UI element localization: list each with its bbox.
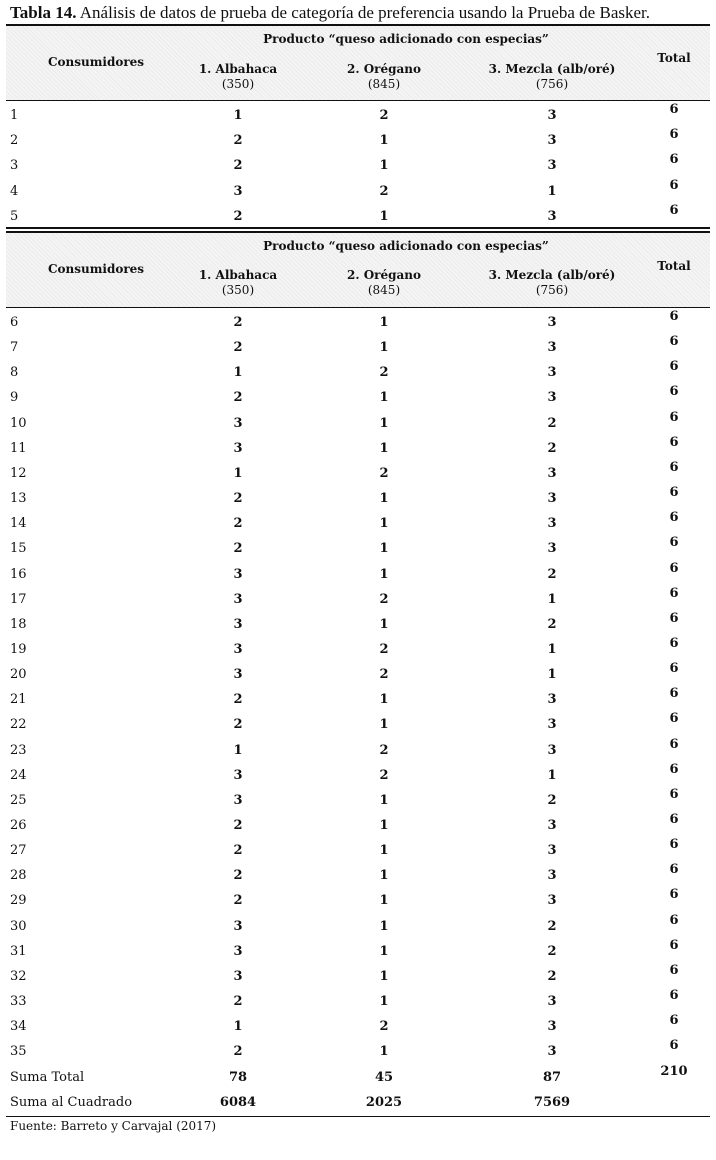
cell-total: 6 xyxy=(669,585,679,601)
cell-mezcla: 3 xyxy=(547,843,557,859)
table-row xyxy=(6,461,710,486)
cell-oregano: 2 xyxy=(379,1019,389,1035)
table-part-1 xyxy=(6,24,710,229)
header-col3-code: (756) xyxy=(535,283,569,297)
cell-mezcla: 3 xyxy=(547,108,557,123)
header-col1 xyxy=(178,268,298,298)
cell-consumidor: 17 xyxy=(10,591,27,607)
cell-mezcla: 3 xyxy=(547,340,557,356)
cell-total: 6 xyxy=(669,686,679,702)
header-producto: Producto “queso adicionado con especias” xyxy=(263,32,549,46)
cell-consumidor: 31 xyxy=(10,943,27,959)
table-row xyxy=(6,204,710,229)
cell-total: 6 xyxy=(669,786,679,802)
summary-label: Suma al Cuadrado xyxy=(10,1094,133,1110)
cell-total: 6 xyxy=(669,1038,679,1054)
cell-consumidor: 33 xyxy=(10,994,27,1010)
header-col2-name: 2. Orégano xyxy=(346,62,421,76)
header-total: Total xyxy=(657,259,691,273)
cell-mezcla: 3 xyxy=(547,465,557,481)
cell-albahaca: 1 xyxy=(233,108,243,123)
cell-consumidor: 34 xyxy=(10,1019,27,1035)
cell-consumidor: 14 xyxy=(10,516,27,532)
header-col3-code: (756) xyxy=(535,77,569,91)
cell-total: 6 xyxy=(669,862,679,878)
table-row xyxy=(6,989,710,1014)
header-col1-name: 1. Albahaca xyxy=(198,268,278,282)
cell-total: 6 xyxy=(669,736,679,752)
cell-oregano: 2 xyxy=(379,667,389,683)
table-source-note: Fuente: Barreto y Carvajal (2017) xyxy=(10,1119,217,1133)
caption-text: Análisis de datos de prueba de categoría de preferencia usando la Prueba de Basker. xyxy=(76,3,650,22)
header-consumidores: Consumidores xyxy=(47,55,145,69)
table-row xyxy=(6,712,710,737)
cell-albahaca: 2 xyxy=(233,994,243,1010)
cell-albahaca: 2 xyxy=(233,1044,243,1060)
table-row xyxy=(6,511,710,536)
cell-consumidor: 18 xyxy=(10,616,27,632)
summary-albahaca: 6084 xyxy=(219,1094,257,1110)
cell-oregano: 2 xyxy=(379,767,389,783)
cell-mezcla: 3 xyxy=(547,742,557,758)
cell-consumidor: 22 xyxy=(10,717,27,733)
cell-consumidor: 6 xyxy=(10,315,19,330)
cell-mezcla: 2 xyxy=(547,616,557,632)
cell-consumidor: 9 xyxy=(10,390,19,406)
header-col2 xyxy=(324,268,444,298)
cell-consumidor: 24 xyxy=(10,767,27,783)
cell-oregano: 1 xyxy=(379,516,389,532)
header-total: Total xyxy=(657,51,691,65)
table-bottom-rule xyxy=(6,1116,710,1117)
table-row xyxy=(6,310,710,335)
cell-albahaca: 1 xyxy=(233,742,243,758)
cell-mezcla: 3 xyxy=(547,994,557,1010)
cell-oregano: 1 xyxy=(379,843,389,859)
cell-total: 6 xyxy=(669,152,679,168)
cell-mezcla: 3 xyxy=(547,1044,557,1060)
cell-mezcla: 1 xyxy=(547,183,557,199)
cell-total: 6 xyxy=(669,127,679,143)
cell-total: 6 xyxy=(669,202,679,218)
table-row xyxy=(6,1039,710,1064)
cell-mezcla: 2 xyxy=(547,968,557,984)
header-col3 xyxy=(472,268,632,298)
cell-mezcla: 3 xyxy=(547,818,557,833)
cell-total: 6 xyxy=(669,177,679,193)
cell-mezcla: 2 xyxy=(547,918,557,934)
table-row xyxy=(6,637,710,662)
cell-oregano: 1 xyxy=(379,390,389,406)
cell-albahaca: 2 xyxy=(233,315,243,330)
cell-consumidor: 12 xyxy=(10,465,27,481)
cell-consumidor: 21 xyxy=(10,692,27,708)
cell-consumidor: 28 xyxy=(10,868,27,884)
cell-consumidor: 30 xyxy=(10,918,27,934)
table-row xyxy=(6,838,710,863)
cell-mezcla: 1 xyxy=(547,641,557,657)
cell-albahaca: 3 xyxy=(233,566,243,582)
summary-oregano: 45 xyxy=(374,1069,394,1085)
summary-mezcla: 7569 xyxy=(533,1094,571,1110)
cell-oregano: 1 xyxy=(379,491,389,507)
cell-mezcla: 3 xyxy=(547,516,557,532)
cell-oregano: 1 xyxy=(379,566,389,582)
cell-consumidor: 1 xyxy=(10,108,19,123)
table-row xyxy=(6,888,710,913)
cell-total: 6 xyxy=(669,962,679,978)
cell-consumidor: 4 xyxy=(10,183,19,199)
cell-mezcla: 3 xyxy=(547,133,557,149)
cell-albahaca: 2 xyxy=(233,868,243,884)
cell-albahaca: 2 xyxy=(233,133,243,149)
cell-mezcla: 3 xyxy=(547,692,557,708)
cell-oregano: 1 xyxy=(379,943,389,959)
table-row xyxy=(6,738,710,763)
table-row xyxy=(6,964,710,989)
table-row xyxy=(6,335,710,360)
caption-label: Tabla 14. xyxy=(10,3,77,22)
cell-albahaca: 3 xyxy=(233,415,243,431)
cell-albahaca: 2 xyxy=(233,893,243,909)
summary-label: Suma Total xyxy=(10,1069,85,1085)
cell-mezcla: 1 xyxy=(547,591,557,607)
cell-albahaca: 1 xyxy=(233,1019,243,1035)
header-col3-name: 3. Mezcla (alb/oré) xyxy=(488,268,616,282)
cell-mezcla: 3 xyxy=(547,315,557,330)
cell-total: 6 xyxy=(669,837,679,853)
cell-oregano: 1 xyxy=(379,994,389,1010)
cell-mezcla: 2 xyxy=(547,792,557,808)
cell-albahaca: 3 xyxy=(233,183,243,199)
cell-oregano: 1 xyxy=(379,415,389,431)
cell-mezcla: 3 xyxy=(547,365,557,381)
header-col1-code: (350) xyxy=(221,283,255,297)
table-row xyxy=(6,103,710,128)
summary-row xyxy=(6,1090,710,1115)
cell-total: 6 xyxy=(669,359,679,375)
cell-albahaca: 2 xyxy=(233,717,243,733)
cell-total: 6 xyxy=(669,661,679,677)
header-col2 xyxy=(324,62,444,92)
cell-total: 6 xyxy=(669,384,679,400)
header-col3 xyxy=(472,62,632,92)
header-consumidores: Consumidores xyxy=(47,262,145,276)
cell-oregano: 2 xyxy=(379,108,389,123)
cell-consumidor: 13 xyxy=(10,491,27,507)
summary-albahaca: 78 xyxy=(228,1069,248,1085)
table-row xyxy=(6,788,710,813)
cell-total: 6 xyxy=(669,102,679,117)
table-top-rule xyxy=(6,231,710,233)
cell-oregano: 1 xyxy=(379,315,389,330)
cell-total: 6 xyxy=(669,485,679,501)
cell-oregano: 1 xyxy=(379,133,389,149)
table-row xyxy=(6,153,710,178)
cell-albahaca: 2 xyxy=(233,158,243,174)
cell-consumidor: 3 xyxy=(10,158,19,174)
table-row xyxy=(6,813,710,838)
cell-total: 6 xyxy=(669,912,679,928)
cell-oregano: 1 xyxy=(379,1044,389,1060)
cell-albahaca: 3 xyxy=(233,667,243,683)
cell-mezcla: 3 xyxy=(547,893,557,909)
table-row xyxy=(6,687,710,712)
cell-albahaca: 2 xyxy=(233,818,243,833)
cell-oregano: 1 xyxy=(379,818,389,833)
table-row xyxy=(6,612,710,637)
cell-albahaca: 3 xyxy=(233,792,243,808)
cell-albahaca: 3 xyxy=(233,918,243,934)
cell-mezcla: 2 xyxy=(547,415,557,431)
table-row xyxy=(6,763,710,788)
cell-consumidor: 35 xyxy=(10,1044,27,1060)
table-row xyxy=(6,536,710,561)
cell-total: 6 xyxy=(669,409,679,425)
table-row xyxy=(6,385,710,410)
cell-mezcla: 3 xyxy=(547,1019,557,1035)
cell-albahaca: 2 xyxy=(233,340,243,356)
cell-consumidor: 27 xyxy=(10,843,27,859)
cell-oregano: 2 xyxy=(379,365,389,381)
cell-albahaca: 2 xyxy=(233,692,243,708)
table-row xyxy=(6,662,710,687)
table-row xyxy=(6,436,710,461)
summary-row xyxy=(6,1065,710,1090)
table-row xyxy=(6,939,710,964)
cell-consumidor: 25 xyxy=(10,792,27,808)
cell-consumidor: 23 xyxy=(10,742,27,758)
table-header-rule xyxy=(6,100,710,101)
header-col3-name: 3. Mezcla (alb/oré) xyxy=(488,62,616,76)
cell-oregano: 1 xyxy=(379,692,389,708)
cell-oregano: 1 xyxy=(379,158,389,174)
cell-total: 6 xyxy=(669,812,679,827)
cell-albahaca: 2 xyxy=(233,491,243,507)
table-row xyxy=(6,128,710,153)
table-top-rule xyxy=(6,24,710,26)
cell-total: 6 xyxy=(669,334,679,350)
cell-total: 6 xyxy=(669,535,679,551)
cell-oregano: 2 xyxy=(379,183,389,199)
header-col2-name: 2. Orégano xyxy=(346,268,421,282)
cell-oregano: 1 xyxy=(379,893,389,909)
cell-oregano: 1 xyxy=(379,541,389,557)
cell-total: 6 xyxy=(669,711,679,727)
cell-oregano: 1 xyxy=(379,868,389,884)
cell-albahaca: 2 xyxy=(233,843,243,859)
table-caption xyxy=(10,3,710,23)
cell-oregano: 1 xyxy=(379,208,389,224)
cell-consumidor: 7 xyxy=(10,340,19,356)
cell-mezcla: 2 xyxy=(547,566,557,582)
cell-oregano: 1 xyxy=(379,918,389,934)
table-row xyxy=(6,179,710,204)
cell-mezcla: 3 xyxy=(547,868,557,884)
cell-albahaca: 1 xyxy=(233,365,243,381)
cell-consumidor: 20 xyxy=(10,667,27,683)
cell-albahaca: 3 xyxy=(233,943,243,959)
cell-consumidor: 16 xyxy=(10,566,27,582)
cell-oregano: 2 xyxy=(379,641,389,657)
cell-mezcla: 3 xyxy=(547,158,557,174)
table-row xyxy=(6,562,710,587)
cell-consumidor: 29 xyxy=(10,893,27,909)
cell-oregano: 1 xyxy=(379,792,389,808)
cell-albahaca: 2 xyxy=(233,208,243,224)
cell-mezcla: 2 xyxy=(547,440,557,456)
cell-oregano: 1 xyxy=(379,440,389,456)
cell-mezcla: 3 xyxy=(547,541,557,557)
cell-total: 6 xyxy=(669,635,679,651)
table-row xyxy=(6,863,710,888)
cell-consumidor: 32 xyxy=(10,968,27,984)
cell-total: 6 xyxy=(669,761,679,777)
cell-mezcla: 1 xyxy=(547,667,557,683)
cell-albahaca: 2 xyxy=(233,516,243,532)
cell-consumidor: 8 xyxy=(10,365,19,381)
cell-total: 6 xyxy=(669,887,679,903)
cell-total: 6 xyxy=(669,610,679,626)
header-col1-name: 1. Albahaca xyxy=(198,62,278,76)
table-row xyxy=(6,360,710,385)
cell-albahaca: 2 xyxy=(233,541,243,557)
cell-oregano: 1 xyxy=(379,616,389,632)
table-part-2 xyxy=(6,231,710,1118)
summary-total: 210 xyxy=(660,1063,688,1079)
table-header-rule xyxy=(6,307,710,308)
cell-albahaca: 3 xyxy=(233,591,243,607)
cell-consumidor: 26 xyxy=(10,818,27,833)
cell-oregano: 2 xyxy=(379,465,389,481)
header-col1 xyxy=(178,62,298,92)
cell-consumidor: 15 xyxy=(10,541,27,557)
cell-consumidor: 11 xyxy=(10,440,27,456)
table-row xyxy=(6,914,710,939)
cell-mezcla: 1 xyxy=(547,767,557,783)
cell-albahaca: 2 xyxy=(233,390,243,406)
cell-total: 6 xyxy=(669,1013,679,1029)
cell-total: 6 xyxy=(669,309,679,324)
cell-albahaca: 3 xyxy=(233,641,243,657)
cell-mezcla: 2 xyxy=(547,943,557,959)
cell-oregano: 1 xyxy=(379,340,389,356)
cell-oregano: 1 xyxy=(379,968,389,984)
cell-total: 6 xyxy=(669,459,679,475)
cell-total: 6 xyxy=(669,988,679,1004)
cell-total: 6 xyxy=(669,510,679,526)
cell-oregano: 1 xyxy=(379,717,389,733)
cell-mezcla: 3 xyxy=(547,717,557,733)
cell-albahaca: 3 xyxy=(233,616,243,632)
table-row xyxy=(6,411,710,436)
cell-albahaca: 3 xyxy=(233,968,243,984)
table-row xyxy=(6,1014,710,1039)
table-row xyxy=(6,486,710,511)
cell-total: 6 xyxy=(669,560,679,576)
cell-total: 6 xyxy=(669,434,679,450)
header-col2-code: (845) xyxy=(367,283,401,297)
cell-consumidor: 10 xyxy=(10,415,27,431)
cell-mezcla: 3 xyxy=(547,390,557,406)
header-col2-code: (845) xyxy=(367,77,401,91)
cell-albahaca: 1 xyxy=(233,465,243,481)
cell-mezcla: 3 xyxy=(547,491,557,507)
cell-consumidor: 2 xyxy=(10,133,19,149)
table-row xyxy=(6,587,710,612)
cell-oregano: 2 xyxy=(379,591,389,607)
header-producto: Producto “queso adicionado con especias” xyxy=(263,239,549,253)
cell-total: 6 xyxy=(669,937,679,953)
cell-albahaca: 3 xyxy=(233,767,243,783)
cell-consumidor: 19 xyxy=(10,641,27,657)
header-col1-code: (350) xyxy=(221,77,255,91)
summary-oregano: 2025 xyxy=(365,1094,403,1110)
cell-oregano: 2 xyxy=(379,742,389,758)
cell-consumidor: 5 xyxy=(10,208,19,224)
cell-mezcla: 3 xyxy=(547,208,557,224)
summary-mezcla: 87 xyxy=(542,1069,562,1085)
cell-albahaca: 3 xyxy=(233,440,243,456)
